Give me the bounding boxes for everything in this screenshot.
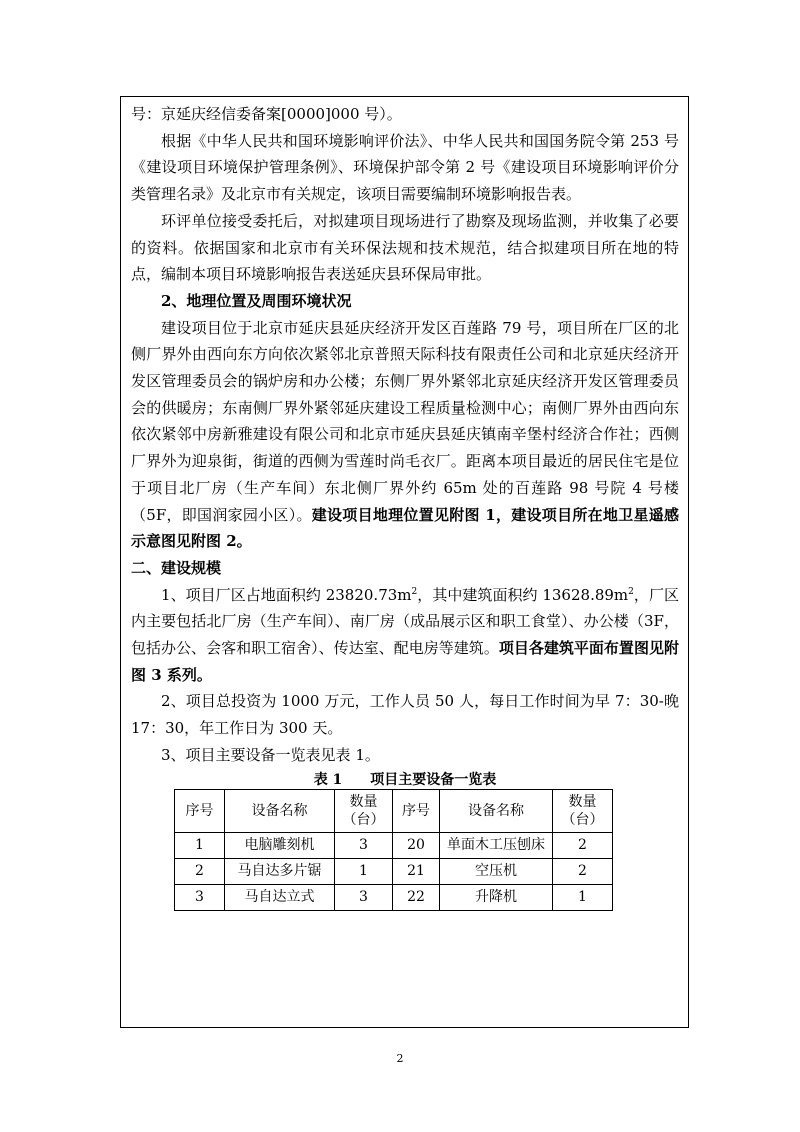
page-frame xyxy=(120,96,689,1028)
paragraph-equipment-intro: 3、项目主要设备一览表见表 1。 xyxy=(161,745,380,764)
cell-seq-left: 1 xyxy=(175,832,225,858)
cell-seq-left: 2 xyxy=(175,858,225,884)
paragraph-site-area xyxy=(131,582,679,689)
cell-name-right: 空压机 xyxy=(440,858,553,884)
header-name-right: 设备名称 xyxy=(440,789,553,832)
location-figure-reference: 建设项目地理位置见附图 1，建设项目所在地卫星遥感示意图见附图 2。 xyxy=(131,505,679,551)
superscript-2: 2 xyxy=(411,586,418,597)
header-qty-right: 数量（台） xyxy=(553,789,613,832)
layout-figure-reference: 项目各建筑平面布置图见附图 3 系列。 xyxy=(131,639,679,684)
equipment-table xyxy=(174,789,613,911)
cell-name-left: 马自达多片锯 xyxy=(225,858,335,884)
cell-name-right: 单面木工压刨床 xyxy=(440,832,553,858)
paragraph-legal-basis: 根据《中华人民共和国环境影响评价法》、中华人民共和国国务院令第 253 号《建设项目环境保护管理条例》、环境保护部令第 2 号《建设项目环境影响评价分类管理名录》及北京市有关规定，该项目需要编制环境影响报告表。 xyxy=(131,131,679,204)
site-area-text-a: 1、项目厂区占地面积约 23820.73m xyxy=(161,585,412,604)
paragraph-assessment-process: 环评单位接受委托后，对拟建项目现场进行了勘察及现场监测，并收集了必要的资料。依据国家和北京市有关环保法规和技术规范，结合拟建项目所在地的特点，编制本项目环境影响报告表送延庆县环保局审批。 xyxy=(131,211,679,284)
site-area-text-b: ，其中建筑面积约 13628.89m xyxy=(417,585,629,604)
header-name-left: 设备名称 xyxy=(225,789,335,832)
cell-seq-right: 20 xyxy=(393,832,440,858)
cell-qty-left: 3 xyxy=(335,884,393,910)
cell-qty-left: 1 xyxy=(335,858,393,884)
table-row xyxy=(175,884,613,910)
paragraph-location xyxy=(131,315,679,555)
cell-qty-left: 3 xyxy=(335,832,393,858)
table-row xyxy=(175,858,613,884)
superscript-2: 2 xyxy=(628,586,634,597)
report-content xyxy=(131,101,679,911)
cell-seq-right: 21 xyxy=(393,858,440,884)
heading-construction-scale: 二、建设规模 xyxy=(131,558,222,577)
header-seq-left: 序号 xyxy=(175,789,225,832)
heading-location: 2、地理位置及周围环境状况 xyxy=(161,291,352,310)
table-caption: 表 1 项目主要设备一览表 xyxy=(313,771,497,788)
cell-name-left: 马自达立式 xyxy=(225,884,335,910)
paragraph-investment: 2、项目总投资为 1000 万元，工作人员 50 人，每日工作时间为早 7：30-晚 17：30，年工作日为 300 天。 xyxy=(131,692,679,738)
page-number: 2 xyxy=(396,1052,404,1065)
table-row xyxy=(175,832,613,858)
location-text: 建设项目位于北京市延庆县延庆经济开发区百莲路 79 号，项目所在厂区的北侧厂界外由西向东方向依次紧邻北京普照天际科技有限责任公司和北京延庆经济开发区管理委员会的锅炉房和办公楼；东侧厂界外紧邻北京延庆经济开发区管理委员会的供暖房；东南侧厂界外紧邻延庆建设工程质量检测中心；南侧厂界外由西向东依次紧邻中房新雅建设有限公司和北京市延庆县延庆镇南辛堡村经济合作社；西侧厂界外为迎泉街，街道的西侧为雪莲时尚毛衣厂。距离本项目最近的居民住宅是位于项目北厂房（生产车间）东北侧厂界外约 65m 处的百莲路 98 号院 4 号楼（5F，即国润家园小区）。 xyxy=(131,318,679,524)
cell-name-right: 升降机 xyxy=(440,884,553,910)
paragraph-filing-number: 号：京延庆经信委备案[0000]000 号）。 xyxy=(131,105,402,123)
table-header-row xyxy=(175,789,613,832)
cell-qty-right: 1 xyxy=(553,884,613,910)
cell-seq-left: 3 xyxy=(175,884,225,910)
cell-qty-right: 2 xyxy=(553,832,613,858)
header-seq-right: 序号 xyxy=(393,789,440,832)
cell-qty-right: 2 xyxy=(553,858,613,884)
cell-name-left: 电脑雕刻机 xyxy=(225,832,335,858)
site-area-text-c: ，厂区内主要包括北厂房（生产车间）、南厂房（成品展示区和职工食堂）、办公楼（3F，包括办公、会客和职工宿舍）、传达室、配电房等建筑。 xyxy=(131,585,679,658)
cell-seq-right: 22 xyxy=(393,884,440,910)
header-qty-left: 数量（台） xyxy=(335,789,393,832)
